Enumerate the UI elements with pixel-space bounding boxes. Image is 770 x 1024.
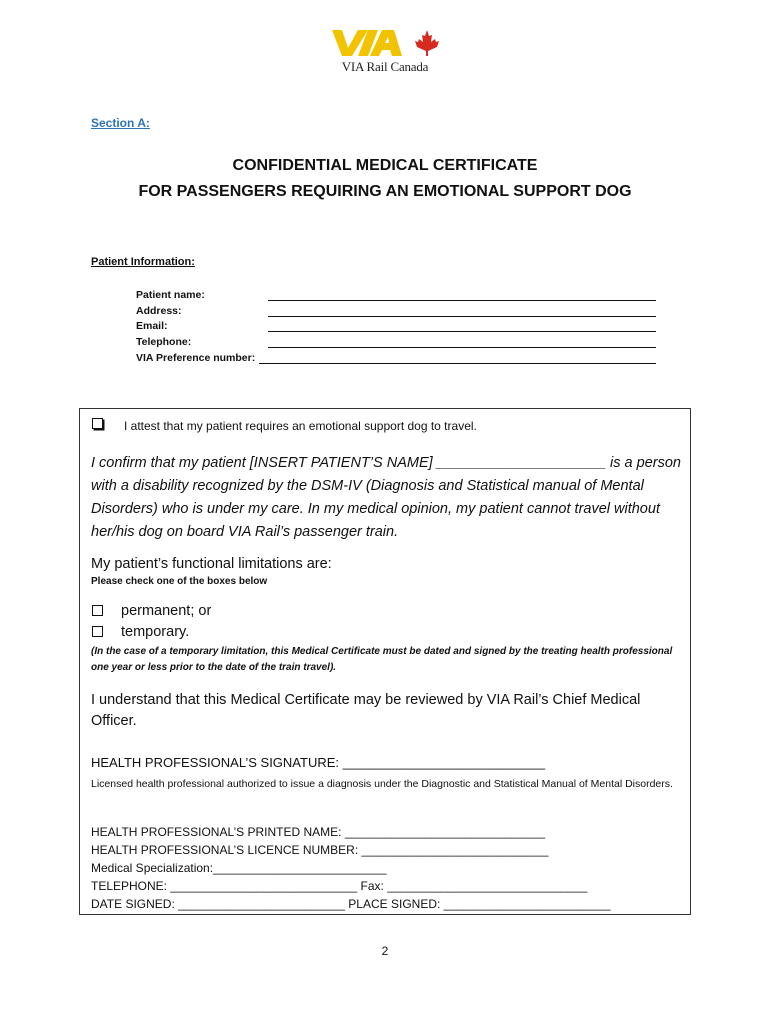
document-title-line-1: CONFIDENTIAL MEDICAL CERTIFICATE [232, 157, 538, 174]
licence-number-line[interactable]: HEALTH PROFESSIONAL’S LICENCE NUMBER: ____________________________ [91, 843, 549, 857]
email-field[interactable] [136, 317, 656, 332]
licensed-note: Licensed health professional authorized to issue a diagnosis under the Diagnostic and Statistical Manual of Mental Disorders. [91, 778, 673, 790]
field-line[interactable] [268, 305, 656, 317]
limitations-heading: My patient’s functional limitations are: [91, 556, 332, 572]
via-rail-logo [330, 26, 440, 76]
signature-line[interactable]: HEALTH PROFESSIONAL’S SIGNATURE: ____________________________ [91, 755, 546, 770]
printed-name-line[interactable]: HEALTH PROFESSIONAL’S PRINTED NAME: ______________________________ [91, 825, 546, 839]
specialization-line[interactable]: Medical Specialization:__________________________ [91, 861, 387, 875]
understand-statement: I understand that this Medical Certificate may be reviewed by VIA Rail’s Chief Medical Officer. [91, 692, 641, 729]
field-line[interactable] [268, 320, 656, 332]
address-field[interactable] [136, 302, 656, 317]
field-line[interactable] [259, 352, 656, 364]
attest-statement: I attest that my patient requires an emotional support dog to travel. [124, 419, 477, 433]
via-logo-mark-icon [330, 26, 440, 60]
option-permanent-label: permanent; or [121, 603, 212, 619]
field-label: Email: [136, 320, 168, 332]
field-line[interactable] [268, 336, 656, 348]
field-label: Telephone: [136, 336, 192, 348]
check-instruction: Please check one of the boxes below [91, 576, 268, 587]
document-title-line-2: FOR PASSENGERS REQUIRING AN EMOTIONAL SUPPORT DOG [138, 183, 632, 200]
via-preference-number-field[interactable] [136, 349, 656, 364]
date-place-line[interactable]: DATE SIGNED: _________________________ PLACE SIGNED: _________________________ [91, 897, 611, 911]
patient-name-field[interactable] [136, 286, 656, 301]
telephone-field[interactable] [136, 333, 656, 348]
option-temporary-label: temporary. [121, 624, 190, 640]
confirm-statement: I confirm that my patient [INSERT PATIENT’S NAME] _____________________ is a person with a disability recognized by the DSM-IV (Diagnosis and Statistical manual of Mental Disorders) who is under my care. In my medical opinion, my patient cannot travel without her/his dog on board VIA Rail’s passenger train. [91, 455, 681, 540]
patient-info-heading: Patient Information: [91, 256, 195, 268]
attest-checkbox[interactable] [92, 418, 103, 429]
temporary-checkbox[interactable] [92, 626, 103, 637]
telephone-fax-line[interactable]: TELEPHONE: ____________________________ Fax: ______________________________ [91, 879, 588, 893]
field-line[interactable] [268, 289, 656, 301]
page-number: 2 [381, 944, 389, 958]
logo-text: VIA Rail Canada [341, 59, 429, 74]
field-label: VIA Preference number: [136, 352, 256, 364]
temporary-note: (In the case of a temporary limitation, this Medical Certificate must be dated and signed by the treating health professional one year or less prior to the date of the train travel). [91, 646, 673, 673]
section-label: Section A: [91, 116, 150, 130]
field-label: Patient name: [136, 289, 205, 301]
field-label: Address: [136, 305, 182, 317]
permanent-checkbox[interactable] [92, 605, 103, 616]
